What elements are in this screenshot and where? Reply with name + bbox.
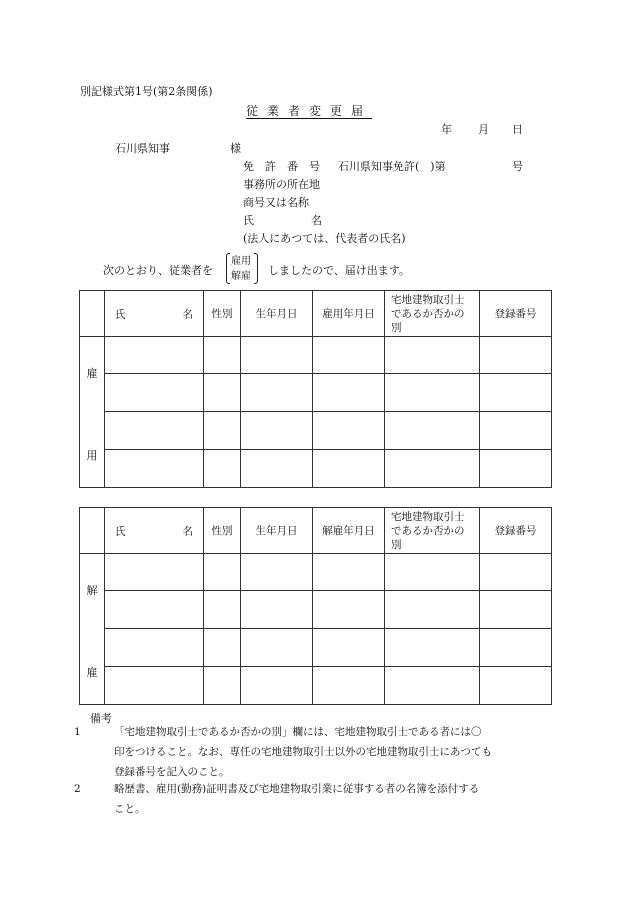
license-no-suffix: 号 bbox=[512, 160, 523, 173]
note-line: 登録番号を記入のこと。 bbox=[114, 766, 230, 778]
statement-suffix: しましたので、届け出ます。 bbox=[268, 264, 410, 277]
hire-header-row bbox=[80, 291, 552, 337]
header-name-a: 氏 bbox=[115, 525, 126, 537]
note-line: 略歴書、雇用(勤務)証明書及び宅地建物取引業に従事する者の名簿を添付する bbox=[114, 783, 480, 795]
cell-gender[interactable] bbox=[204, 450, 241, 488]
note-line: こと。 bbox=[114, 803, 146, 815]
cell-name[interactable] bbox=[105, 554, 204, 591]
note-item-2 bbox=[74, 779, 480, 819]
header-name-b: 名 bbox=[182, 525, 193, 537]
cell-gender[interactable] bbox=[204, 667, 241, 705]
cell-date[interactable] bbox=[313, 412, 385, 450]
option-hire[interactable]: 雇用 bbox=[231, 256, 251, 267]
cell-date[interactable] bbox=[313, 629, 385, 667]
cell-qualified[interactable] bbox=[385, 374, 480, 412]
hire-header-gender: 性別 bbox=[204, 291, 241, 337]
hire-header-birth: 生年月日 bbox=[241, 291, 313, 337]
cell-reg-no[interactable] bbox=[480, 554, 552, 591]
date-day-label: 日 bbox=[512, 123, 523, 136]
dismiss-header-date: 解雇年月日 bbox=[313, 508, 385, 554]
corp-note: (法人にあつては、代表者の氏名) bbox=[243, 232, 406, 245]
dismiss-header-name bbox=[105, 508, 204, 554]
hire-header-date: 雇用年月日 bbox=[313, 291, 385, 337]
table-row bbox=[80, 412, 552, 450]
note-line: 「宅地建物取引士であるか否かの別」欄には、宅地建物取引士である者には〇 bbox=[114, 726, 482, 738]
dismiss-header-row bbox=[80, 508, 552, 554]
cell-qualified[interactable] bbox=[385, 554, 480, 591]
cell-name[interactable] bbox=[105, 374, 204, 412]
addressee-name: 石川県知事 bbox=[115, 142, 170, 155]
cell-gender[interactable] bbox=[204, 629, 241, 667]
table-row bbox=[80, 374, 552, 412]
cell-qualified[interactable] bbox=[385, 629, 480, 667]
cell-gender[interactable] bbox=[204, 591, 241, 629]
cell-name[interactable] bbox=[105, 629, 204, 667]
trade-name-label: 商号又は名称 bbox=[243, 196, 309, 209]
note-number: 2 bbox=[74, 783, 81, 795]
side-label-bottom: 雇 bbox=[86, 666, 98, 679]
option-bracket bbox=[226, 253, 258, 283]
cell-qualified[interactable] bbox=[385, 412, 480, 450]
cell-name[interactable] bbox=[105, 450, 204, 488]
hire-header-reg-no: 登録番号 bbox=[480, 291, 552, 337]
cell-qualified[interactable] bbox=[385, 337, 480, 374]
cell-reg-no[interactable] bbox=[480, 450, 552, 488]
cell-birth[interactable] bbox=[241, 450, 313, 488]
cell-gender[interactable] bbox=[204, 554, 241, 591]
cell-birth[interactable] bbox=[241, 667, 313, 705]
dismiss-header-reg-no: 登録番号 bbox=[480, 508, 552, 554]
cell-date[interactable] bbox=[313, 374, 385, 412]
notes-title: 備考 bbox=[90, 712, 112, 725]
cell-birth[interactable] bbox=[241, 554, 313, 591]
side-label-bottom: 用 bbox=[86, 449, 98, 462]
table-row bbox=[80, 629, 552, 667]
cell-birth[interactable] bbox=[241, 374, 313, 412]
addressee-suffix: 様 bbox=[230, 142, 241, 155]
cell-birth[interactable] bbox=[241, 629, 313, 667]
cell-date[interactable] bbox=[313, 337, 385, 374]
bracket-left bbox=[226, 253, 230, 284]
hire-side-label bbox=[80, 337, 105, 488]
date-month-label: 月 bbox=[478, 123, 489, 136]
table-row bbox=[80, 667, 552, 705]
cell-name[interactable] bbox=[105, 667, 204, 705]
cell-reg-no[interactable] bbox=[480, 412, 552, 450]
table-row bbox=[80, 591, 552, 629]
cell-qualified[interactable] bbox=[385, 667, 480, 705]
cell-reg-no[interactable] bbox=[480, 337, 552, 374]
hire-header-qualified: 宅地建物取引士であるか否かの別 bbox=[385, 291, 480, 337]
cell-date[interactable] bbox=[313, 554, 385, 591]
side-label-top: 解 bbox=[86, 584, 98, 597]
dismiss-header-gender: 性別 bbox=[204, 508, 241, 554]
dismiss-table bbox=[79, 507, 552, 705]
cell-name[interactable] bbox=[105, 591, 204, 629]
header-name-b: 名 bbox=[182, 308, 193, 320]
license-label: 免 許 番 号 bbox=[243, 160, 320, 173]
dismiss-side-label bbox=[80, 554, 105, 705]
hire-table bbox=[79, 290, 552, 488]
cell-reg-no[interactable] bbox=[480, 629, 552, 667]
dismiss-header-qualified: 宅地建物取引士であるか否かの別 bbox=[385, 508, 480, 554]
page-title: 従業者変更届 bbox=[246, 104, 373, 118]
cell-gender[interactable] bbox=[204, 374, 241, 412]
dismiss-corner-cell bbox=[80, 508, 105, 554]
applicant-name-label-a: 氏 bbox=[243, 214, 254, 227]
bracket-right bbox=[254, 253, 258, 284]
cell-reg-no[interactable] bbox=[480, 374, 552, 412]
header-name-a: 氏 bbox=[115, 308, 126, 320]
cell-date[interactable] bbox=[313, 450, 385, 488]
cell-date[interactable] bbox=[313, 591, 385, 629]
applicant-name-label-b: 名 bbox=[311, 214, 322, 227]
note-line: 印をつけること。なお、専任の宅地建物取引士以外の宅地建物取引士にあつても bbox=[114, 746, 492, 758]
cell-date[interactable] bbox=[313, 667, 385, 705]
statement-prefix: 次のとおり、従業者を bbox=[103, 264, 213, 277]
cell-qualified[interactable] bbox=[385, 450, 480, 488]
cell-birth[interactable] bbox=[241, 337, 313, 374]
cell-birth[interactable] bbox=[241, 412, 313, 450]
cell-name[interactable] bbox=[105, 412, 204, 450]
form-id: 別記様式第1号(第2条関係) bbox=[80, 85, 213, 98]
note-item-1 bbox=[74, 722, 492, 782]
table-row bbox=[80, 337, 552, 374]
option-dismiss[interactable]: 解雇 bbox=[231, 271, 251, 282]
cell-reg-no[interactable] bbox=[480, 591, 552, 629]
office-location-label: 事務所の所在地 bbox=[243, 178, 320, 191]
table-row bbox=[80, 554, 552, 591]
license-value[interactable]: 石川県知事免許( )第 bbox=[338, 160, 446, 173]
note-number: 1 bbox=[74, 726, 81, 738]
cell-qualified[interactable] bbox=[385, 591, 480, 629]
dismiss-header-birth: 生年月日 bbox=[241, 508, 313, 554]
cell-gender[interactable] bbox=[204, 337, 241, 374]
cell-name[interactable] bbox=[105, 337, 204, 374]
cell-reg-no[interactable] bbox=[480, 667, 552, 705]
hire-corner-cell bbox=[80, 291, 105, 337]
cell-gender[interactable] bbox=[204, 412, 241, 450]
table-row bbox=[80, 450, 552, 488]
hire-header-name bbox=[105, 291, 204, 337]
side-label-top: 雇 bbox=[86, 367, 98, 380]
cell-birth[interactable] bbox=[241, 591, 313, 629]
date-year-label: 年 bbox=[441, 123, 452, 136]
